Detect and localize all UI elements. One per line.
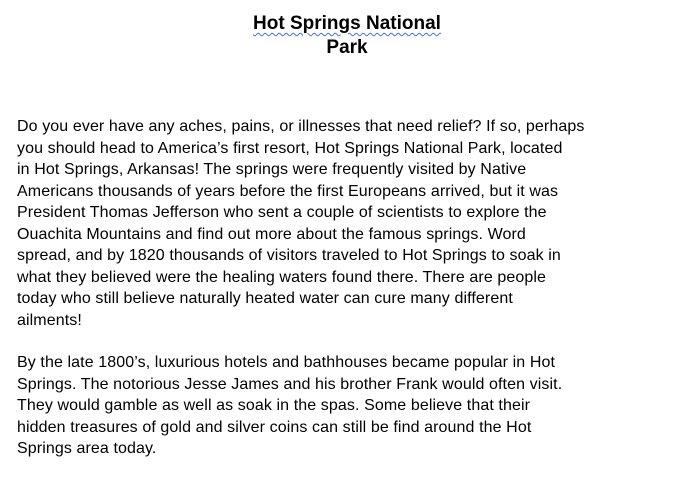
paragraph-2 xyxy=(17,352,667,460)
paragraph-1-line-5: President Thomas Jefferson who sent a couple of scientists to explore the xyxy=(17,204,547,221)
paragraph-1-line-1: Do you ever have any aches, pains, or illnesses that need relief? If so, perhaps xyxy=(17,118,585,135)
title-line-2: Park xyxy=(326,37,368,58)
paragraph-1-line-2: you should head to America’s first resort, Hot Springs National Park, located xyxy=(17,139,563,157)
paragraph-1-line-8: what they believed were the healing waters found there. There are people xyxy=(17,268,547,286)
title-line-1: Hot Springs National xyxy=(253,13,441,34)
paragraph-2-line-5: Springs area today. xyxy=(17,440,157,457)
paragraph-2-line-3: They would gamble as well as soak in the spas. Some believe that their xyxy=(17,397,531,414)
paragraph-1 xyxy=(17,116,667,331)
paragraph-1-line-10: ailments! xyxy=(17,311,82,329)
paragraph-2-line-4: hidden treasures of gold and silver coins can still be find around the Hot xyxy=(17,418,532,436)
paragraph-2-line-2: Springs. The notorious Jesse James and his brother Frank would often visit. xyxy=(17,375,563,393)
paragraph-1-line-7: spread, and by 1820 thousands of visitors traveled to Hot Springs to soak in xyxy=(17,247,561,264)
document-title xyxy=(200,12,494,60)
paragraph-1-line-4: Americans thousands of years before the first Europeans arrived, but it was xyxy=(17,182,559,200)
paragraph-1-line-3: in Hot Springs, Arkansas! The springs were frequently visited by Native xyxy=(17,161,527,178)
paragraph-1-line-6: Ouachita Mountains and find out more about the famous springs. Word xyxy=(17,225,526,243)
paragraph-2-line-1: By the late 1800’s, luxurious hotels and bathhouses became popular in Hot xyxy=(17,354,556,371)
paragraph-1-line-9: today who still believe naturally heated water can cure many different xyxy=(17,290,513,307)
